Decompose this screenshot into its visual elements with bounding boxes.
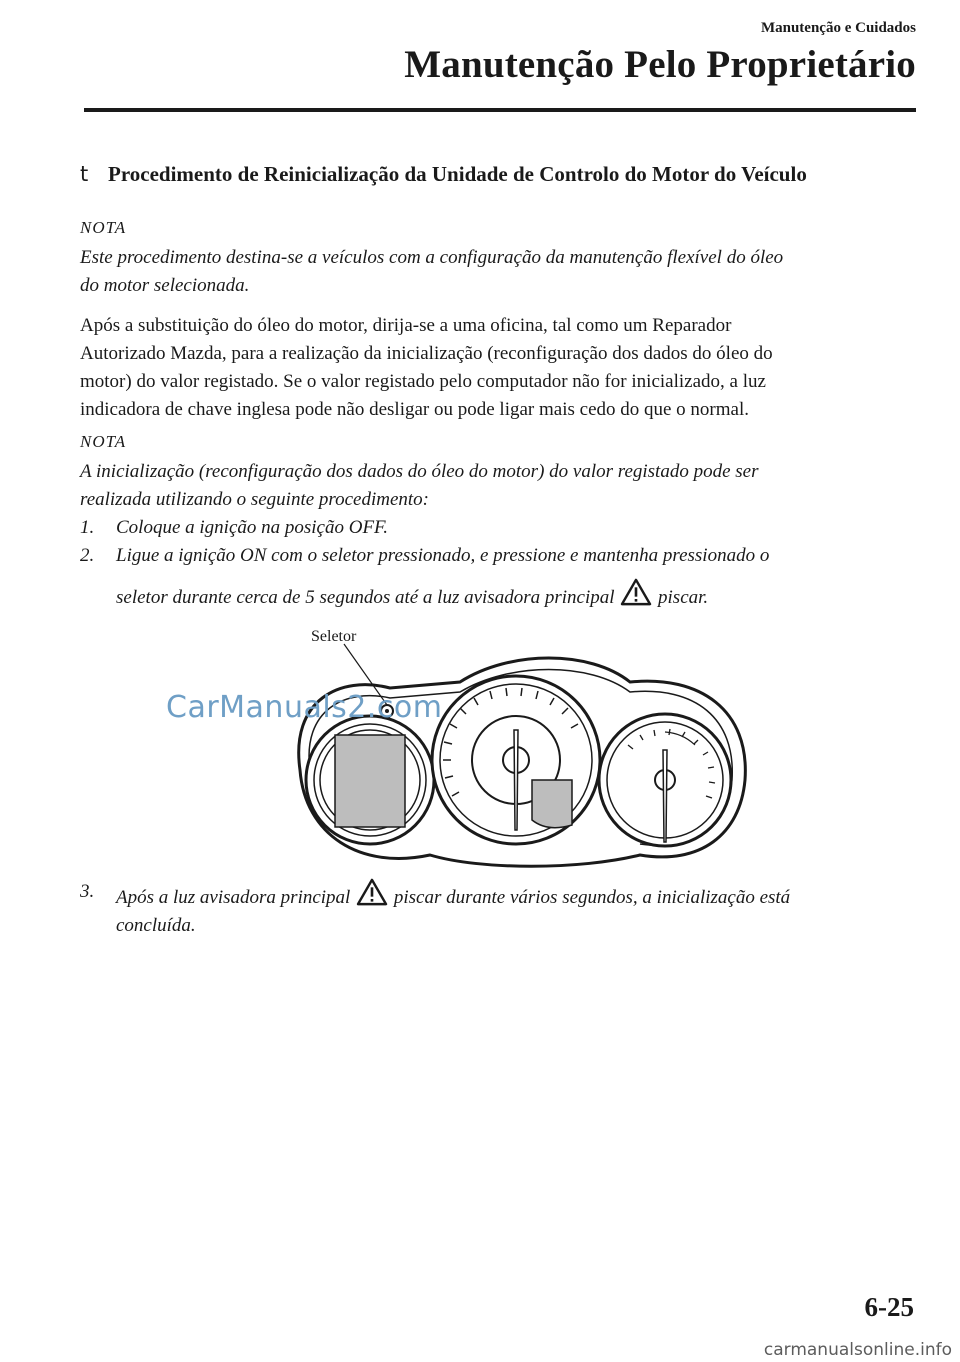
- step-text-fragment: piscar.: [658, 587, 709, 608]
- watermark-text: CarManuals2.com: [166, 690, 443, 725]
- section-heading: [80, 162, 900, 187]
- note-label: NOTA: [80, 218, 127, 237]
- instrument-cluster-illustration: [280, 620, 760, 870]
- header-section-name: Manutenção e Cuidados: [760, 20, 916, 36]
- body-line: motor) do valor registado. Se o valor registado pelo computador não for inicializado, a luz: [80, 371, 766, 392]
- body-line: indicadora de chave inglesa pode não desligar ou pode ligar mais cedo do que o normal.: [80, 399, 749, 420]
- step-text: Coloque a ignição na posição OFF.: [116, 517, 388, 538]
- note-line: Este procedimento destina-se a veículos com a configuração da manutenção flexível do óleo: [80, 247, 784, 268]
- selector-callout-label: Seletor: [311, 628, 357, 645]
- note-line: do motor selecionada.: [80, 275, 250, 296]
- step-text-line: concluída.: [116, 915, 196, 936]
- note-line: realizada utilizando o seguinte procedimento:: [80, 489, 429, 510]
- section-heading-text: Procedimento de Reinicialização da Unidade de Controlo do Motor do Veículo: [108, 162, 807, 186]
- step-text-line: [116, 578, 708, 612]
- note-text: [80, 244, 915, 300]
- footer-watermark: carmanualsonline.info: [763, 1340, 952, 1360]
- step-item: [80, 514, 915, 542]
- note-label: NOTA: [80, 432, 127, 451]
- step-text-fragment: Após a luz avisadora principal: [116, 887, 351, 908]
- body-line: Após a substituição do óleo do motor, dirija-se a uma oficina, tal como um Reparador: [80, 315, 732, 336]
- body-paragraph: [80, 312, 915, 424]
- step-text: [116, 878, 915, 940]
- step-number: 2.: [80, 545, 95, 566]
- note-text: [80, 458, 915, 514]
- page-number: 6-25: [864, 1292, 914, 1322]
- warning-triangle-icon: [355, 878, 389, 906]
- step-number: 3.: [80, 881, 95, 902]
- step-number: 1.: [80, 517, 95, 538]
- warning-triangle-icon: [619, 578, 653, 606]
- section-bullet: t: [80, 162, 89, 186]
- note-line: A inicialização (reconfiguração dos dados do óleo do motor) do valor registado pode ser: [80, 461, 759, 482]
- step-text-fragment: piscar durante vários segundos, a inicialização está: [393, 887, 791, 908]
- page-title: Manutenção Pelo Proprietário: [404, 43, 916, 86]
- step-text: [116, 542, 915, 612]
- step-text-line: Ligue a ignição ON com o seletor pressionado, e pressione e mantenha pressionado o: [116, 545, 770, 566]
- step-item: [80, 878, 915, 940]
- step-text-fragment: seletor durante cerca de 5 segundos até a luz avisadora principal: [116, 587, 615, 608]
- body-line: Autorizado Mazda, para a realização da inicialização (reconfiguração dos dados do óleo do: [80, 343, 773, 364]
- header-divider: [84, 108, 916, 112]
- step-item: [80, 542, 915, 612]
